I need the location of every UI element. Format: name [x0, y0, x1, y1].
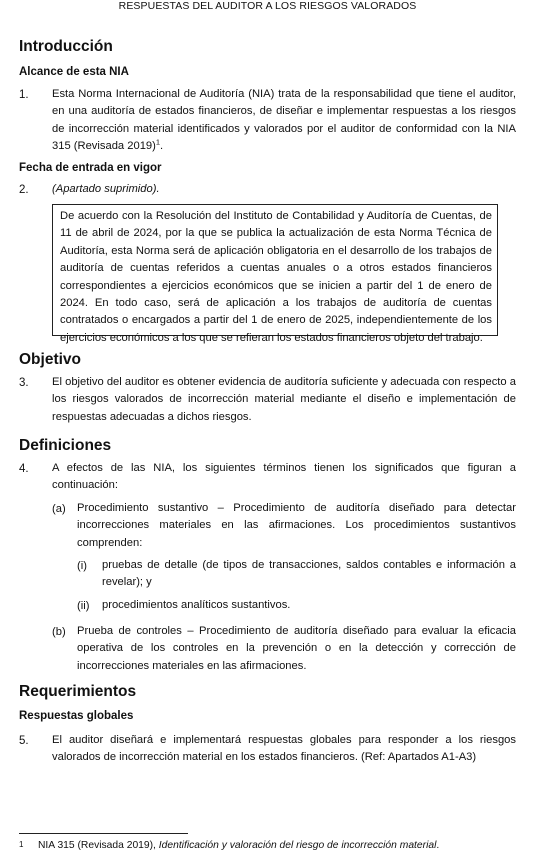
item-i-text: pruebas de detalle (de tipos de transacciones, saldos contables e información a revelar); y: [102, 559, 516, 589]
footnote-text: [38, 840, 439, 851]
paragraph-1: [52, 86, 516, 156]
heading-objetivo: Objetivo: [19, 351, 82, 368]
subheading-fecha: Fecha de entrada en vigor: [19, 162, 162, 174]
subheading-respuestas-globales: Respuestas globales: [19, 710, 134, 722]
heading-definiciones: Definiciones: [19, 437, 112, 454]
paragraph-number-3: 3.: [19, 377, 29, 389]
footnote-text-end: .: [436, 840, 440, 851]
item-b-text: Prueba de controles – Procedimiento de auditoría diseñado para evaluar la eficacia operativa de los controles en la prevención o en la detección y corrección de incorrecciones materiales en las afirmaciones.: [77, 625, 516, 672]
effective-date-box: [52, 204, 498, 344]
paragraph-number-2: 2.: [19, 184, 29, 196]
heading-requerimientos: Requerimientos: [19, 683, 137, 700]
footnote-number: 1: [19, 840, 24, 849]
subheading-alcance: Alcance de esta NIA: [19, 66, 129, 78]
item-b-label: (b): [52, 626, 66, 638]
paragraph-3: El objetivo del auditor es obtener evidencia de auditoría suficiente y adecuada con respecto a los riesgos valorados de incorrección material mediante el diseño e implementación de respuestas adecuadas a dichos riesgos.: [52, 376, 516, 423]
footnote-text-plain: NIA 315 (Revisada 2019),: [38, 840, 159, 851]
footnote-text-italic: Identificación y valoración del riesgo de incorrección material: [158, 840, 437, 851]
paragraph-number-1: 1.: [19, 89, 29, 101]
item-ii-label: (ii): [77, 600, 90, 612]
item-a-label: (a): [52, 503, 66, 515]
paragraph-number-4: 4.: [19, 463, 29, 475]
paragraph-2: (Apartado suprimido).: [52, 183, 160, 195]
item-a-text: Procedimiento sustantivo – Procedimiento de auditoría diseñado para detectar incorrecciones materiales en las afirmaciones. Los procedimientos sustantivos comprenden:: [77, 502, 516, 549]
paragraph-4: A efectos de las NIA, los siguientes términos tienen los significados que figuran a continuación:: [52, 462, 516, 492]
heading-introduccion: Introducción: [19, 38, 113, 55]
item-ii-text: procedimientos analíticos sustantivos.: [102, 599, 291, 611]
footnote-separator: [19, 833, 188, 834]
paragraph-5: El auditor diseñará e implementará respuestas globales para responder a los riesgos valorados de incorrección material en los estados financieros. (Ref: Apartados A1-A3): [52, 734, 516, 764]
paragraph-number-5: 5.: [19, 735, 29, 747]
paragraph-1-end: .: [160, 140, 164, 153]
item-i-label: (i): [77, 560, 87, 572]
running-header: RESPUESTAS DEL AUDITOR A LOS RIESGOS VALORADOS: [118, 0, 417, 12]
effective-date-text: De acuerdo con la Resolución del Instituto de Contabilidad y Auditoría de Cuentas, de 11 de abril de 2024, por la que se publica la actualización de esta Norma Técnica de Auditoría, esta Norma será de aplicación obligatoria en el desarrollo de los trabajos de auditoría de cuentas referidos a cuentas anuales o a otros estados financieros correspondientes a ejercicios económicos que se inicien a partir del 1 de enero de 2024. En todo caso, será de aplicación a los trabajos de auditoría de cuentas contratados o encargados a partir del 1 de enero de 2025, independientemente de los ejercicios económicos a los que se refieran los estados financieros objeto del trabajo.: [60, 210, 492, 344]
paragraph-1-text: Esta Norma Internacional de Auditoría (NIA) trata de la responsabilidad que tiene el auditor, en una auditoría de estados financieros, de diseñar e implementar respuestas a los riesgos de incorrección material identificados y valorados por el auditor de conformidad con la NIA 315 (Revisada 2019): [52, 88, 516, 153]
footnote-ref-1[interactable]: 1: [155, 137, 161, 147]
